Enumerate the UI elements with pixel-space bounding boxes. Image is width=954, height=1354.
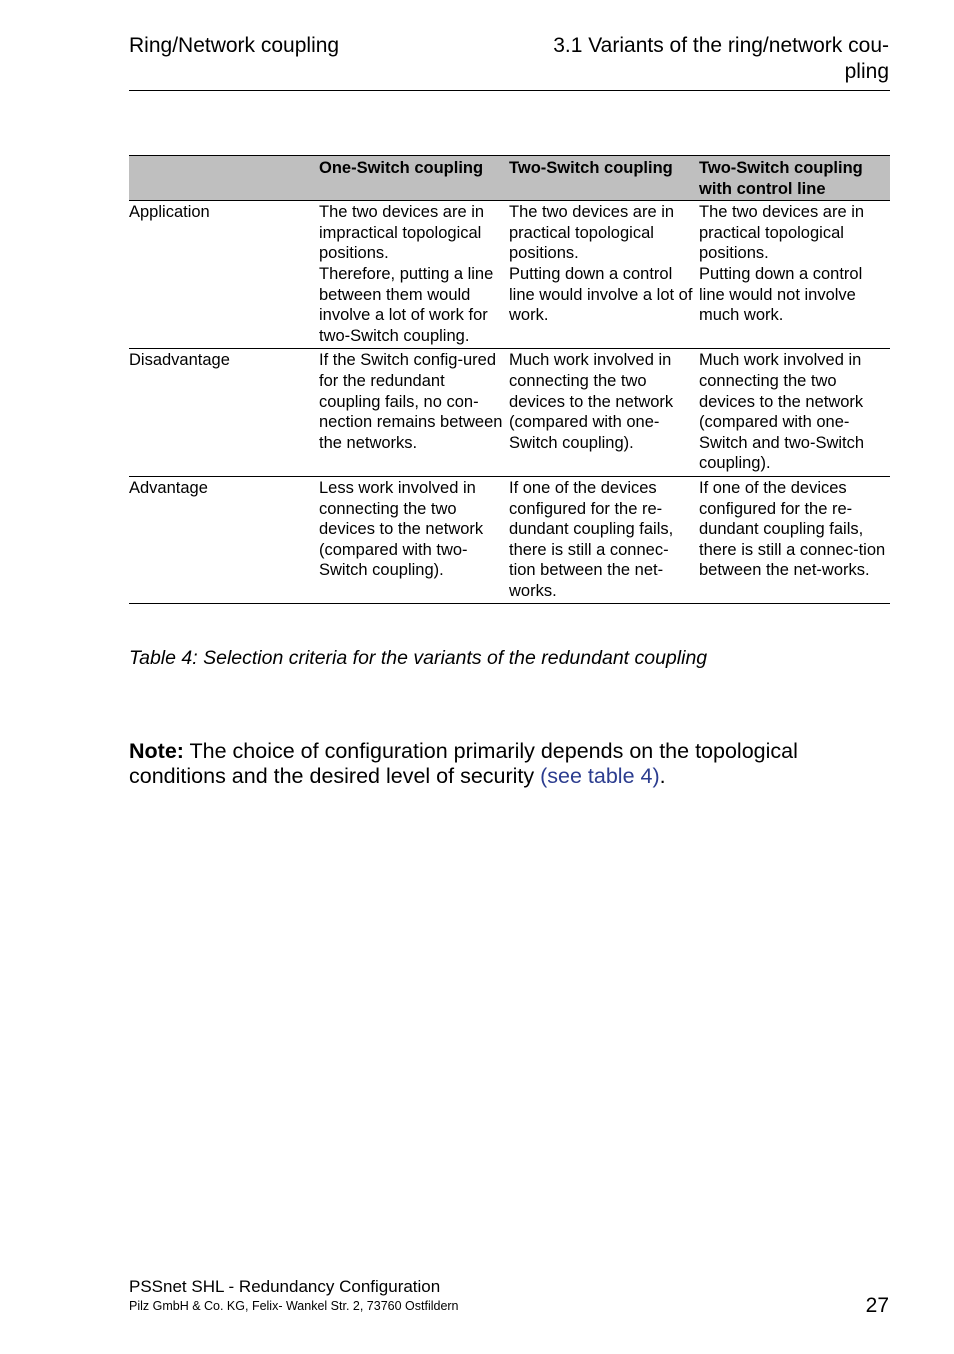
table-row bbox=[129, 201, 890, 349]
header-divider bbox=[129, 90, 890, 91]
selection-criteria-table bbox=[129, 155, 890, 604]
table-reference-link[interactable]: (see table 4) bbox=[540, 764, 660, 788]
row-label-advantage: Advantage bbox=[129, 476, 319, 604]
footer-address: Pilz GmbH & Co. KG, Felix- Wankel Str. 2, 73760 Ostfildern bbox=[129, 1299, 459, 1313]
table-cell: If one of the devices configured for the re-dundant coupling fails, there is still a connec-tion between the net-works. bbox=[509, 476, 699, 604]
section-title-line2: pling bbox=[844, 60, 889, 83]
column-header-two-switch-control-line: Two-Switch coupling with control line bbox=[699, 156, 890, 201]
table-row bbox=[129, 476, 890, 604]
table-header-row bbox=[129, 156, 890, 201]
page-number: 27 bbox=[865, 1294, 889, 1317]
column-header-two-switch: Two-Switch coupling bbox=[509, 156, 699, 201]
table-cell: The two devices are in practical topological positions. Putting down a control line would involve a lot of work. bbox=[509, 201, 699, 349]
chapter-title: Ring/Network coupling bbox=[129, 34, 340, 57]
section-title-line1: 3.1 Variants of the ring/network cou- bbox=[553, 34, 889, 57]
table-row bbox=[129, 349, 890, 477]
table-cell: If one of the devices configured for the re-dundant coupling fails, there is still a connec-tion between the net-works. bbox=[699, 476, 890, 604]
table-cell: Much work involved in connecting the two devices to the network (compared with one-Switch coupling). bbox=[509, 349, 699, 477]
row-label-disadvantage: Disadvantage bbox=[129, 349, 319, 477]
table-cell: Much work involved in connecting the two devices to the network (compared with one-Switch and two-Switch coupling). bbox=[699, 349, 890, 477]
row-label-application: Application bbox=[129, 201, 319, 349]
column-header-empty bbox=[129, 156, 319, 201]
section-title bbox=[469, 33, 889, 85]
table-caption: Table 4: Selection criteria for the variants of the redundant coupling bbox=[129, 647, 708, 669]
note-text: The choice of configuration primarily depends on the topological conditions and the desired level of security bbox=[129, 739, 798, 788]
table-cell: If the Switch config-ured for the redundant coupling fails, no con-nection remains between the networks. bbox=[319, 349, 509, 477]
column-header-one-switch: One-Switch coupling bbox=[319, 156, 509, 201]
footer-document-title: PSSnet SHL - Redundancy Configuration bbox=[129, 1277, 441, 1296]
table-cell: The two devices are in impractical topological positions. Therefore, putting a line between them would involve a lot of work for two-Switch coupling. bbox=[319, 201, 509, 349]
note-paragraph bbox=[129, 739, 869, 789]
note-label: Note: bbox=[129, 739, 184, 763]
note-end: . bbox=[659, 764, 666, 788]
table-cell: Less work involved in connecting the two devices to the network (compared with two-Switch coupling). bbox=[319, 476, 509, 604]
table-cell: The two devices are in practical topological positions. Putting down a control line would not involve much work. bbox=[699, 201, 890, 349]
